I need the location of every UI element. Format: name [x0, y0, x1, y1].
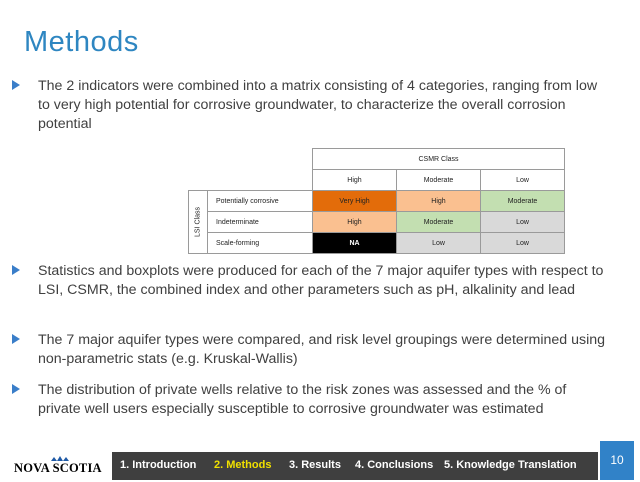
bullet-item [38, 262, 608, 300]
row-header-scale-forming: Scale-forming [208, 233, 313, 254]
lsi-class-header: LSI Class [189, 191, 208, 254]
matrix-cell: Moderate [397, 212, 481, 233]
bullet-arrow-icon [12, 80, 20, 90]
row-header-indeterminate: Indeterminate [208, 212, 313, 233]
logo-text: NOVA SCOTIA [14, 461, 102, 475]
bullet-item [38, 331, 608, 369]
bullet-item [38, 77, 608, 134]
column-header-high: High [313, 170, 397, 191]
matrix-cell: Low [481, 233, 565, 254]
nav-item-results[interactable]: 3. Results [289, 459, 341, 471]
nav-item-conclusions[interactable]: 4. Conclusions [355, 459, 434, 471]
nav-item-introduction[interactable]: 1. Introduction [120, 459, 197, 471]
nav-item-methods[interactable]: 2. Methods [214, 459, 272, 471]
bullet-arrow-icon [12, 334, 20, 344]
bullet-arrow-icon [12, 265, 20, 275]
corrosion-matrix-table [188, 148, 565, 254]
matrix-cell: High [313, 212, 397, 233]
bullet-text: The distribution of private wells relative to the risk zones was assessed and the % of private well users especially susceptible to corrosive groundwater was estimated [38, 382, 567, 417]
bullet-text: Statistics and boxplots were produced for each of the 7 major aquifer types with respect to LSI, CSMR, the combined index and other parameters such as pH, alkalinity and lead [38, 263, 604, 298]
slide-title: Methods [24, 26, 139, 58]
bullet-text: The 2 indicators were combined into a matrix consisting of 4 categories, ranging from low to very high potential for corrosive groundwater, to characterize the overall corrosion potential [38, 78, 598, 132]
matrix-cell: Moderate [481, 191, 565, 212]
nav-item-knowledge-translation[interactable]: 5. Knowledge Translation [444, 459, 577, 471]
bullet-arrow-icon [12, 384, 20, 394]
matrix-cell: Very High [313, 191, 397, 212]
page-number: 10 [600, 441, 634, 480]
matrix-cell: Low [481, 212, 565, 233]
column-header-moderate: Moderate [397, 170, 481, 191]
bullet-item [38, 381, 608, 419]
matrix-cell: Low [397, 233, 481, 254]
bullet-text: The 7 major aquifer types were compared, and risk level groupings were determined using non-parametric stats (e.g. Kruskal-Wallis) [38, 332, 606, 367]
matrix-cell: High [397, 191, 481, 212]
column-header-low: Low [481, 170, 565, 191]
matrix-cell: NA [313, 233, 397, 254]
row-header-potentially-corrosive: Potentially corrosive [208, 191, 313, 212]
nova-scotia-logo-icon [14, 455, 110, 477]
nova-scotia-logo [14, 455, 110, 482]
csmr-class-header: CSMR Class [313, 149, 565, 170]
footer-navigation-bar [112, 452, 598, 480]
